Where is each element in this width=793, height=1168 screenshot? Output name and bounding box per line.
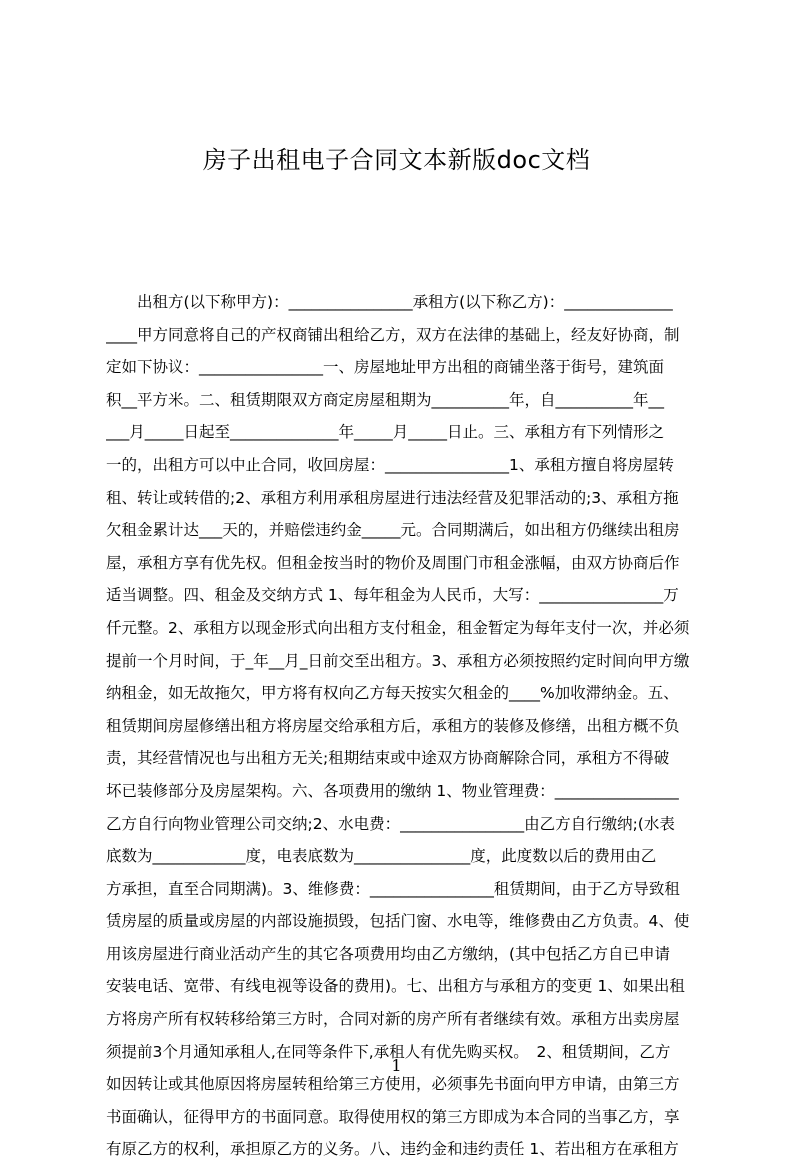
body-line: 适当调整。四、租金及交纳方式 1、每年租金为人民币，大写：________________万	[106, 586, 679, 605]
body-line: 坏已装修部分及房屋架构。六、各项费用的缴纳 1、物业管理费：________________	[106, 781, 679, 800]
body-line: 租、转让或转借的;2、承租方利用承租房屋进行违法经营及犯罪活动的;3、承租方拖	[106, 488, 679, 507]
document-title: 房子出租电子合同文本新版doc文档	[202, 146, 591, 174]
body-line: 积__平方米。二、租赁期限双方商定房屋租期为__________年，自__________年__	[106, 390, 665, 409]
body-line: ____甲方同意将自己的产权商铺出租给乙方，双方在法律的基础上，经友好协商，制	[106, 325, 680, 344]
body-line: 赁房屋的质量或房屋的内部设施损毁，包括门窗、水电等，维修费由乙方负责。4、使	[106, 912, 690, 931]
body-line: 一的，出租方可以中止合同，收回房屋：________________1、承租方擅自将房屋转	[106, 455, 674, 474]
body-line: 有原乙方的权利，承担原乙方的义务。八、违约金和违约责任 1、若出租方在承租方	[106, 1140, 679, 1159]
body-line: 安装电话、宽带、有线电视等设备的费用)。七、出租方与承租方的变更 1、如果出租	[106, 977, 685, 996]
body-line: 仟元整。2、承租方以现金形式向出租方支付租金，租金暂定为每年支付一次，并必须	[106, 618, 690, 637]
body-line: 出租方(以下称甲方)：________________承租方(以下称乙方)：______________	[106, 293, 673, 311]
body-line: 定如下协议：________________一、房屋地址甲方出租的商铺坐落于街号，建筑面	[106, 358, 665, 377]
body-line: ___月_____日起至______________年_____月_____日止。三、承租方有下列情形之	[106, 423, 665, 442]
body-line: 责，其经营情况也与出租方无关;租期结束或中途双方协商解除合同，承租方不得破	[106, 749, 670, 768]
document-body	[106, 288, 700, 1168]
body-line: 屋，承租方享有优先权。但租金按当时的物价及周围门市租金涨幅，由双方协商后作	[106, 553, 680, 572]
body-line: 书面确认，征得甲方的书面同意。取得使用权的第三方即成为本合同的当事乙方，享	[106, 1107, 680, 1126]
body-line: 乙方自行向物业管理公司交纳;2、水电费：________________由乙方自行缴纳;(水表	[106, 814, 675, 833]
body-line: 欠租金累计达___天的，并赔偿违约金_____元。合同期满后，如出租方仍继续出租房	[106, 521, 680, 540]
page-number: 1	[391, 1056, 402, 1075]
body-line: 用该房屋进行商业活动产生的其它各项费用均由乙方缴纳，(其中包括乙方自已申请	[106, 944, 671, 963]
body-line: 底数为____________度，电表底数为_______________度，此度数以后的费用由乙	[106, 847, 657, 866]
body-line: 方将房产所有权转移给第三方时，合同对新的房产所有者继续有效。承租方出卖房屋	[106, 1010, 680, 1029]
body-line: 租赁期间房屋修缮出租方将房屋交给承租方后，承租方的装修及修缮，出租方概不负	[106, 716, 680, 735]
body-line: 纳租金，如无故拖欠，甲方将有权向乙方每天按实欠租金的____%加收滞纳金。五、	[106, 684, 679, 703]
body-line: 提前一个月时间，于_年__月_日前交至出租方。3、承租方必须按照约定时间向甲方缴	[106, 651, 690, 670]
body-line: 方承担，直至合同期满)。3、维修费：________________租赁期间，由于乙方导致租	[106, 879, 680, 898]
body-line: 如因转让或其他原因将房屋转租给第三方使用，必须事先书面向甲方申请，由第三方	[106, 1075, 680, 1094]
body-line: 须提前3个月通知承租人,在同等条件下,承租人有优先购买权。 2、租赁期间，乙方	[106, 1042, 671, 1061]
